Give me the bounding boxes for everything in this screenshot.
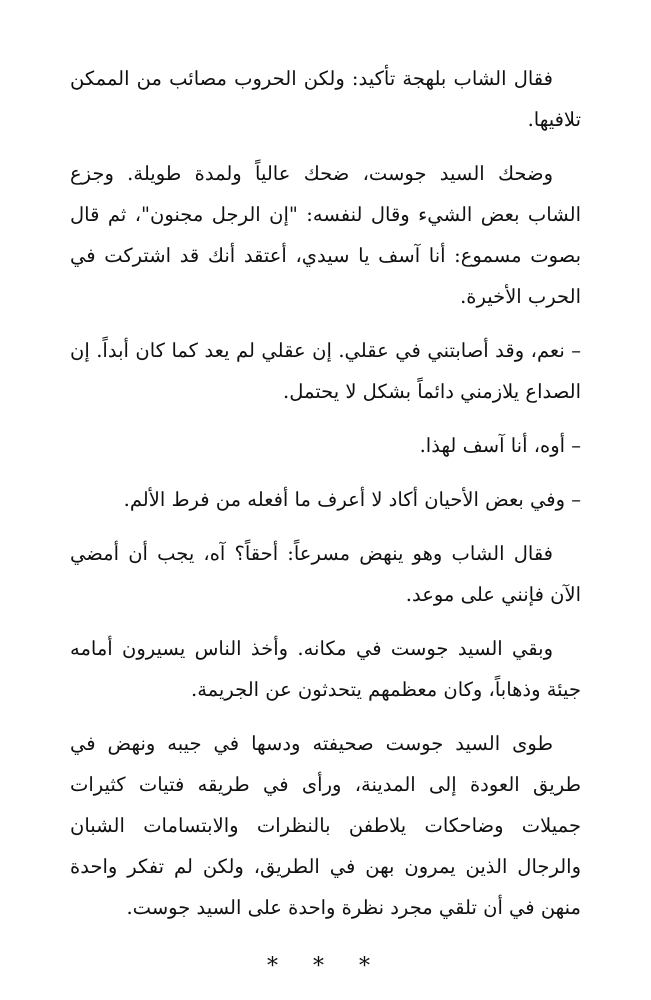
paragraph-1: فقال الشاب بلهجة تأكيد: ولكن الحروب مصائب من الممكن تلافيها. [70,67,581,131]
paragraph-7: وبقي السيد جوست في مكانه. وأخذ الناس يسيرون أمامه جيئة وذهاباً، وكان معظمهم يتحدثون عن الجريمة. [70,637,581,701]
paragraph-2: وضحك السيد جوست، ضحك عالياً ولمدة طويلة. وجزع الشاب بعض الشيء وقال لنفسه: "إن الرجل مجنون"، ثم قال بصوت مسموع: أنا آسف يا سيدي، أعتقد أنك قد اشتركت في الحرب الأخيرة. [70,162,581,308]
paragraph-3-dialog: – نعم، وقد أصابتني في عقلي. إن عقلي لم يعد كما كان أبداً. إن الصداع يلازمني دائماً بشكل لا يحتمل. [70,339,581,403]
paragraph-6: فقال الشاب وهو ينهض مسرعاً: أحقاً؟ آه، يجب أن أمضي الآن فإنني على موعد. [70,542,581,606]
paragraph-4-dialog: – أوه، أنا آسف لهذا. [419,434,581,457]
section-break-ornament: * * * [267,954,384,979]
paragraph-8: طوى السيد جوست صحيفته ودسها في جيبه ونهض في طريق العودة إلى المدينة، ورأى في طريقه فتيات كثيرات جميلات وضاحكات يلاطفن بالنظرات والابتسامات الشبان والرجال الذين يمرون بهن في الطريق، ولكن لم تفكر واحدة منهن في أن تلقي مجرد نظرة واحدة على السيد جوست. [70,732,581,919]
paragraph-5-dialog: – وفي بعض الأحيان أكاد لا أعرف ما أفعله من فرط الألم. [123,488,581,511]
